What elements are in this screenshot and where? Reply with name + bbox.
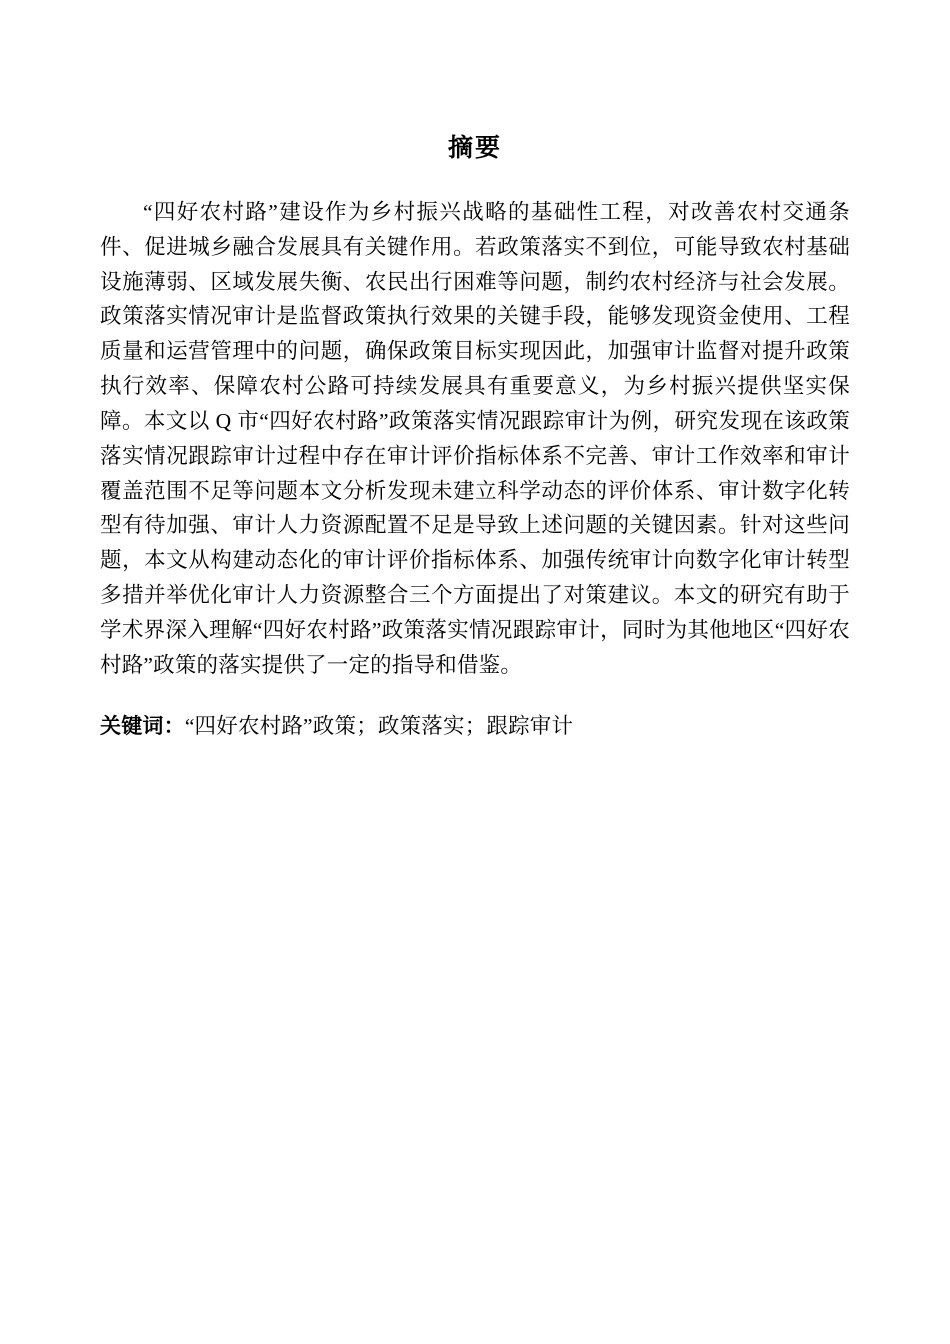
keywords-value: “四好农村路”政策；政策落实；跟踪审计 [184, 713, 574, 738]
abstract-paragraph: “四好农村路”建设作为乡村振兴战略的基础性工程，对改善农村交通条件、促进城乡融合发展具有关键作用。若政策落实不到位，可能导致农村基础设施薄弱、区域发展失衡、农民出行困难等问题，制约农村经济与社会发展。政策落实情况审计是监督政策执行效果的关键手段，能够发现资金使用、工程质量和运营管理中的问题，确保政策目标实现因此，加强审计监督对提升政策执行效率、保障农村公路可持续发展具有重要意义，为乡村振兴提供坚实保障。本文以 Q 市“四好农村路”政策落实情况跟踪审计为例，研究发现在该政策落实情况跟踪审计过程中存在审计评价指标体系不完善、审计工作效率和审计覆盖范围不足等问题本文分析发现未建立科学动态的评价体系、审计数字化转型有待加强、审计人力资源配置不足是导致上述问题的关键因素。针对这些问题，本文从构建动态化的审计评价指标体系、加强传统审计向数字化审计转型多措并举优化审计人力资源整合三个方面提出了对策建议。本文的研究有助于学术界深入理解“四好农村路”政策落实情况跟踪审计，同时为其他地区“四好农村路”政策的落实提供了一定的指导和借鉴。 [100, 200, 850, 677]
keywords-label: 关键词： [100, 713, 185, 738]
keywords-line [100, 709, 850, 744]
page-title: 摘要 [447, 133, 502, 162]
